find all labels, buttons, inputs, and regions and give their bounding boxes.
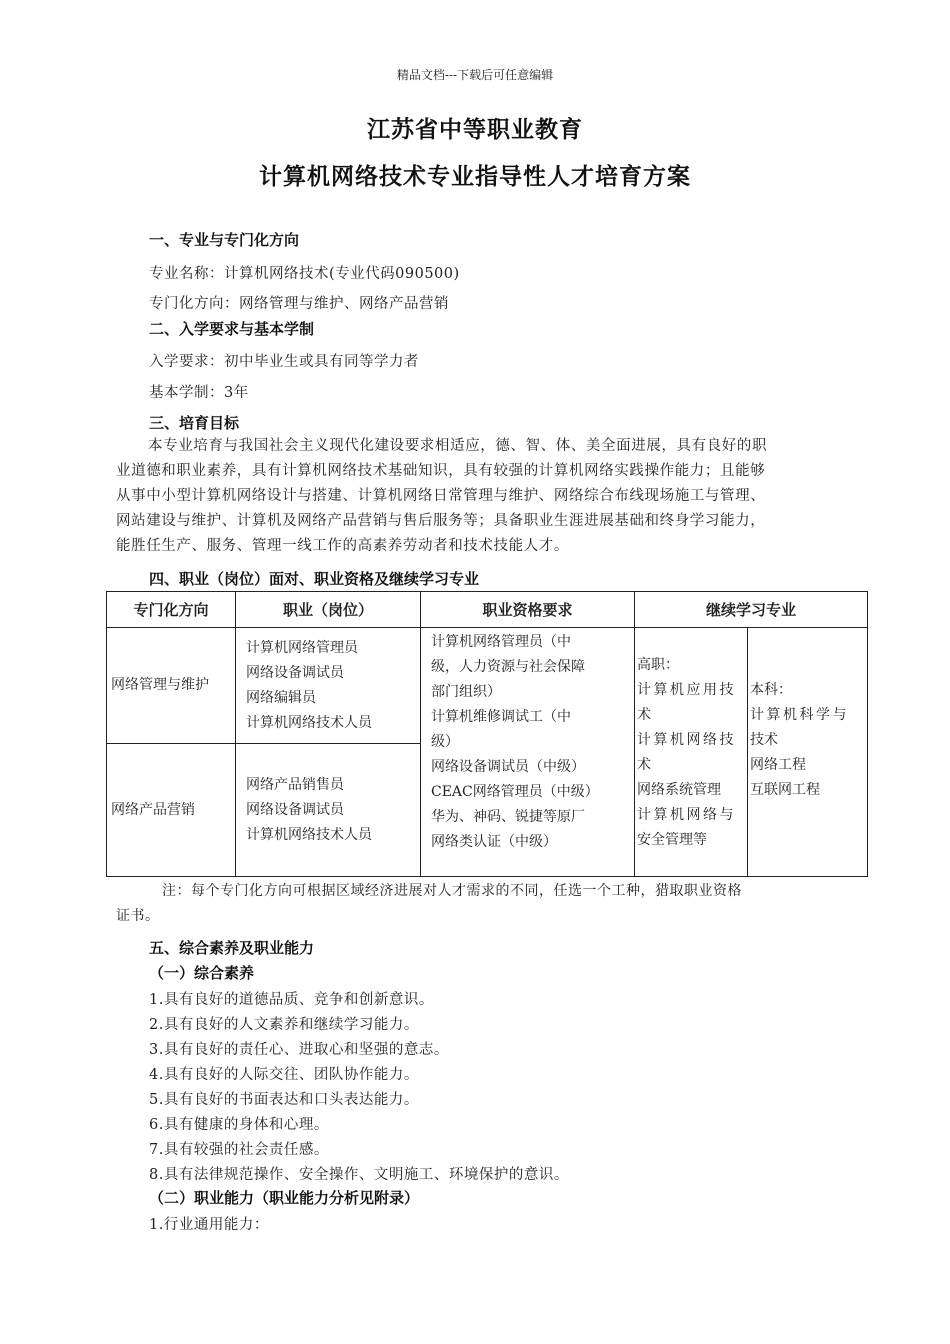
document-title-line2: 计算机网络技术专业指导性人才培育方案 <box>259 164 691 190</box>
document-title-line1: 江苏省中等职业教育 <box>367 117 583 143</box>
job-item: 网络设备调试员 <box>246 664 344 681</box>
continuing-study-line: 网络工程 <box>750 757 806 773</box>
major-name: 专业名称：计算机网络技术(专业代码090500) <box>149 266 460 282</box>
table-header-row <box>107 592 868 628</box>
continuing-study-line: 安全管理等 <box>637 832 707 848</box>
job-item: 网络编辑员 <box>246 689 316 706</box>
continuing-study-line: 计算机网络与 <box>637 807 736 823</box>
paragraph-line: 本专业培育与我国社会主义现代化建设要求相适应，德、智、体、美全面进展，具有良好的职 <box>148 438 768 454</box>
direction-text: 网络产品营销 <box>111 801 195 818</box>
table-header-cell: 职业资格要求 <box>421 592 635 628</box>
continuing-study-line: 高职： <box>637 657 679 673</box>
list-item: 6.具有健康的身体和心理。 <box>149 1117 329 1133</box>
job-item: 计算机网络管理员 <box>246 639 358 656</box>
undergraduate-cell <box>748 628 868 877</box>
continuing-study-line: 技术 <box>750 732 778 748</box>
qualification-line: 计算机网络管理员（中 <box>431 634 571 650</box>
jobs-cell <box>236 628 421 744</box>
table-header-cell: 继续学习专业 <box>635 592 868 628</box>
paragraph-line: 从事中小型计算机网络设计与搭建、计算机网络日常管理与维护、网络综合布线现场施工与管理、 <box>116 488 766 504</box>
table-row <box>107 628 868 744</box>
admission-requirement: 入学要求：初中毕业生或具有同等学力者 <box>149 354 419 370</box>
subsection-professional-ability: （二）职业能力（职业能力分析见附录） <box>149 1189 420 1207</box>
paragraph-line: 网站建设与维护、计算机及网络产品营销与售后服务等；具备职业生涯进展基础和终身学习能力， <box>116 513 766 529</box>
specialization: 专门化方向：网络管理与维护、网络产品营销 <box>149 296 449 312</box>
header-note: 精品文档---下载后可任意编辑 <box>396 68 554 82</box>
qualification-line: 部门组织） <box>431 684 501 700</box>
section5-heading: 五、综合素养及职业能力 <box>149 939 315 957</box>
continuing-study-line: 网络系统管理 <box>637 782 721 798</box>
qualification-line: CEAC网络管理员（中级） <box>431 784 599 800</box>
list-item: 8.具有法律规范操作、安全操作、文明施工、环境保护的意识。 <box>149 1167 569 1183</box>
continuing-study-line: 术 <box>637 707 651 723</box>
continuing-study-line: 计算机网络技 <box>637 732 736 748</box>
list-item: 1.行业通用能力： <box>149 1217 269 1233</box>
table-note <box>116 879 846 929</box>
jobs-cell <box>236 744 421 877</box>
qualification-line: 计算机维修调试工（中 <box>431 709 571 725</box>
training-goal-paragraph <box>116 434 846 559</box>
section3-heading: 三、培育目标 <box>149 414 240 432</box>
list-item: 1.具有良好的道德品质、竞争和创新意识。 <box>149 992 434 1008</box>
list-item: 3.具有良好的责任心、进取心和坚强的意志。 <box>149 1042 449 1058</box>
paragraph-line: 能胜任生产、服务、管理一线工作的高素养劳动者和技术技能人才。 <box>116 538 569 554</box>
continuing-study-line: 本科： <box>750 682 792 698</box>
direction-cell <box>107 744 236 877</box>
section4-heading: 四、职业（岗位）面对、职业资格及继续学习专业 <box>149 570 480 588</box>
continuing-study-line: 计算机应用技 <box>637 682 736 698</box>
section2-heading: 二、入学要求与基本学制 <box>149 320 315 338</box>
note-line: 证书。 <box>116 908 160 924</box>
continuing-study-line: 术 <box>637 757 651 773</box>
qualification-cell <box>421 628 635 877</box>
higher-vocational-cell <box>635 628 748 877</box>
note-line: 注：每个专门化方向可根据区域经济进展对人才需求的不同，任选一个工种，猎取职业资格 <box>162 883 742 899</box>
continuing-study-line: 计算机科学与 <box>750 707 849 723</box>
list-item: 7.具有较强的社会责任感。 <box>149 1142 329 1158</box>
subsection-comprehensive-quality: （一）综合素养 <box>149 964 255 982</box>
section1-heading: 一、专业与专门化方向 <box>149 231 300 249</box>
job-item: 计算机网络技术人员 <box>246 714 372 731</box>
direction-cell <box>107 628 236 744</box>
qualification-line: 级，人力资源与社会保障 <box>431 659 585 675</box>
job-item: 网络设备调试员 <box>246 801 344 818</box>
list-item: 4.具有良好的人际交往、团队协作能力。 <box>149 1067 419 1083</box>
job-item: 计算机网络技术人员 <box>246 826 372 843</box>
job-item: 网络产品销售员 <box>246 776 344 793</box>
qualification-line: 网络类认证（中级） <box>431 834 557 850</box>
table-header-cell: 职业（岗位） <box>236 592 421 628</box>
table-header-cell: 专门化方向 <box>107 592 236 628</box>
qualification-line: 级） <box>431 734 459 750</box>
list-item: 5.具有良好的书面表达和口头表达能力。 <box>149 1092 419 1108</box>
qualification-line: 网络设备调试员（中级） <box>431 759 585 775</box>
qualification-line: 华为、神码、锐捷等原厂 <box>431 809 585 825</box>
occupation-table <box>106 591 868 877</box>
list-item: 2.具有良好的人文素养和继续学习能力。 <box>149 1017 419 1033</box>
basic-duration: 基本学制：3年 <box>149 385 249 401</box>
direction-text: 网络管理与维护 <box>111 677 209 693</box>
continuing-study-line: 互联网工程 <box>750 782 820 798</box>
paragraph-line: 业道德和职业素养，具有计算机网络技术基础知识，具有较强的计算机网络实践操作能力；且能够 <box>116 463 766 479</box>
